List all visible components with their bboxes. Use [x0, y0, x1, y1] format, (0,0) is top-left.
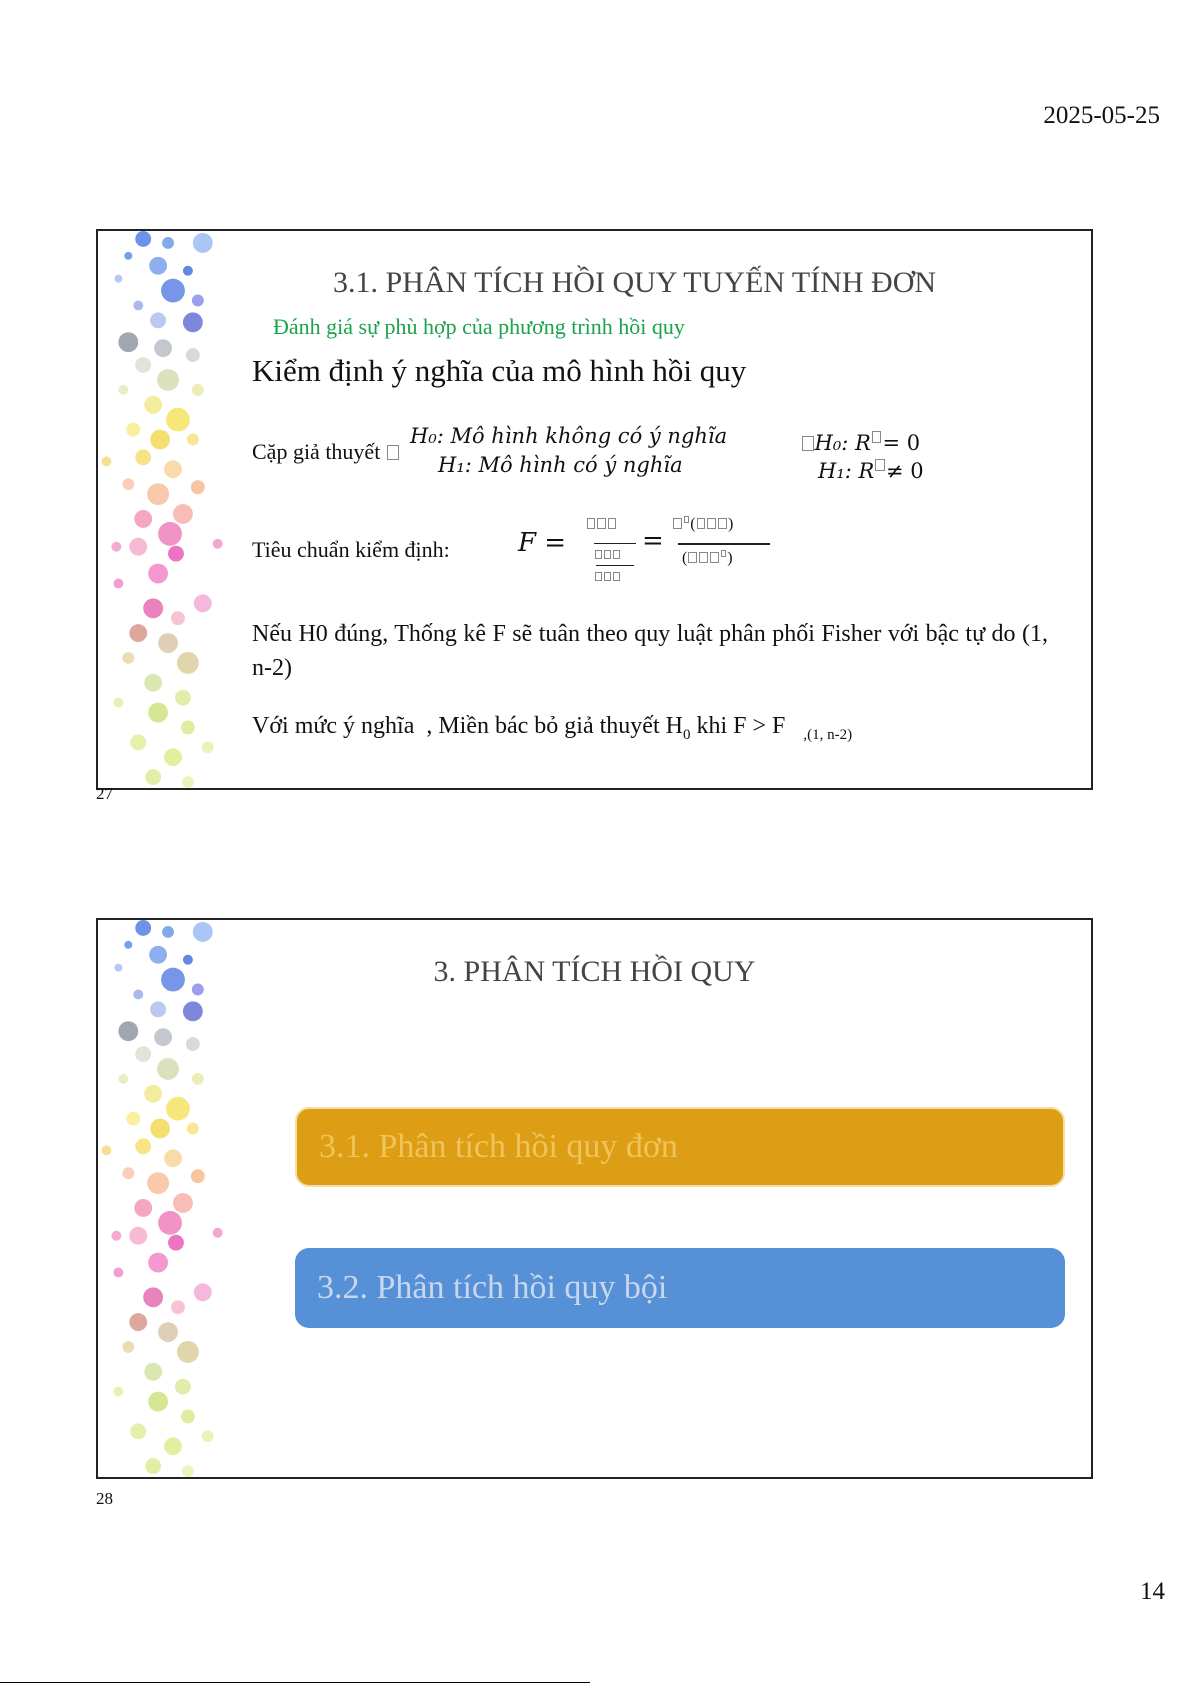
- slide-number: 28: [96, 1489, 113, 1508]
- slide-subtitle: Đánh giá sự phù hợp của phương trình hồi quy: [273, 314, 685, 339]
- header-date: 2025-05-25: [1043, 102, 1160, 129]
- slide-title: 3.1. PHÂN TÍCH HỒI QUY TUYẾN TÍNH ĐƠN: [333, 266, 937, 299]
- bottom-rule: [0, 1682, 590, 1683]
- denominator-placeholder: ( ): [682, 549, 733, 567]
- numerator-placeholder: ( ): [672, 514, 733, 533]
- h1-text: H₁: Mô hình có ý nghĩa: [438, 453, 683, 477]
- rejection-region-paragraph: Với mức ý nghĩa , Miền bác bỏ giả thuyết $H_0$ khi F > F $_{,(1, n-2)}$: [252, 713, 853, 743]
- section-heading: Kiểm định ý nghĩa của mô hình hồi quy: [252, 353, 747, 388]
- slide-27: [96, 229, 1093, 790]
- page-number: 14: [1140, 1578, 1165, 1605]
- f-statistic-formula: [518, 514, 788, 594]
- slide-title: 3. PHÂN TÍCH HỒI QUY: [433, 955, 756, 988]
- numerator-placeholder: [586, 516, 617, 533]
- menu-item-multiple-regression[interactable]: 3.2. Phân tích hồi quy bội: [295, 1248, 1065, 1328]
- bubble-decoration: [98, 920, 248, 1477]
- slide-number: 27: [96, 784, 113, 803]
- brace-glyph-placeholder: [802, 436, 814, 451]
- exponent-placeholder: [875, 459, 885, 471]
- fisher-paragraph: Nếu H0 đúng, Thống kê F sẽ tuân theo quy luật phân phối Fisher với bậc tự do (1, n-2): [252, 621, 1048, 681]
- brace-glyph-placeholder: [387, 445, 399, 460]
- h1-formula: H₁: R ≠ 0: [818, 459, 924, 483]
- fraction-bar: [594, 543, 636, 544]
- h0-formula: H₀: R = 0: [801, 427, 920, 455]
- equals-sign: =: [642, 526, 664, 556]
- h0-text: H₀: Mô hình không có ý nghĩa: [410, 424, 728, 448]
- fraction-bar: [678, 543, 770, 545]
- denominator-placeholder: [594, 568, 621, 584]
- bubble-decoration: [98, 231, 248, 788]
- hypothesis-label: Cặp giả thuyết: [252, 439, 400, 465]
- denominator-placeholder: [594, 546, 621, 562]
- fraction-bar: [596, 565, 634, 566]
- f-symbol: F =: [518, 528, 567, 558]
- criterion-label: Tiêu chuẩn kiểm định:: [252, 537, 450, 562]
- exponent-placeholder: [872, 431, 882, 443]
- menu-item-simple-regression[interactable]: 3.1. Phân tích hồi quy đơn: [295, 1107, 1065, 1187]
- slide-28: [96, 918, 1093, 1479]
